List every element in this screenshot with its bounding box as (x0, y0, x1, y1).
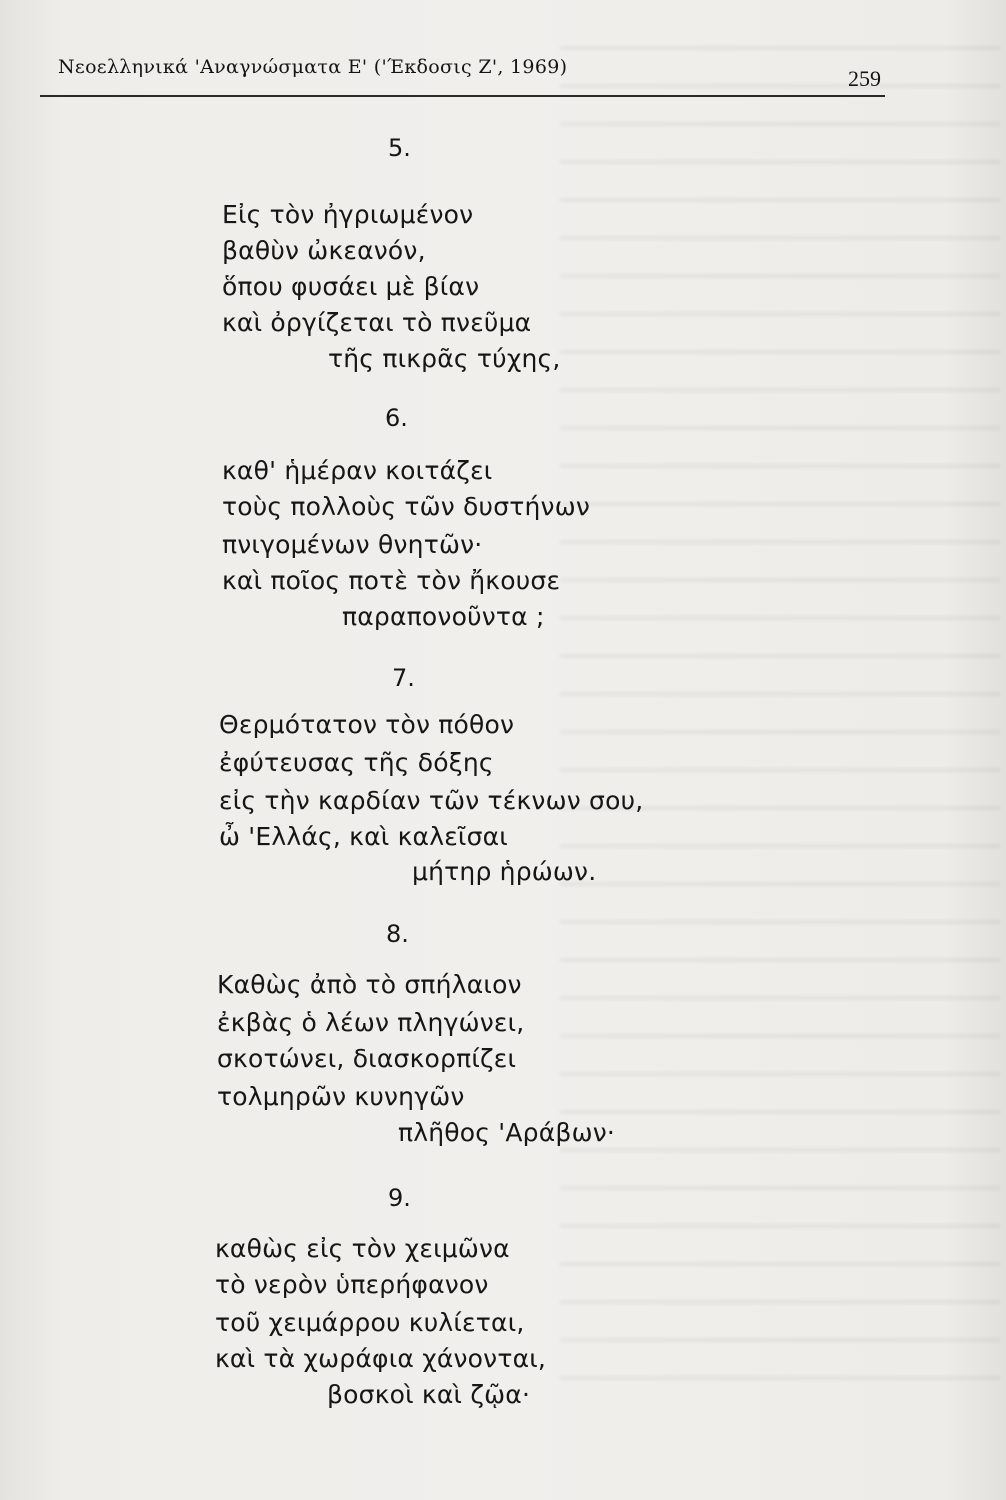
stanza-number: 9. (388, 1184, 411, 1212)
verse-line: Θερμότατον τὸν πόθον (219, 710, 515, 739)
verse-line: καὶ ὀργίζεται τὸ πνεῦμα (222, 308, 532, 337)
verse-line: Καθὼς ἀπὸ τὸ σπήλαιον (217, 970, 522, 999)
verse-line: καὶ τὰ χωράφια χάνονται, (215, 1344, 547, 1373)
running-header: Νεοελληνικά 'Αναγνώσματα Ε' ('Έκδοσις Ζ', 1969) (58, 56, 568, 78)
verse-line: Εἰς τὸν ἠγριωμένον (222, 200, 474, 229)
verse-line: ἐκβὰς ὁ λέων πληγώνει, (217, 1008, 525, 1037)
stanza-number: 7. (392, 664, 415, 692)
verse-line-indented: πλῆθος 'Αράβων· (398, 1118, 616, 1147)
verse-line: τοὺς πολλοὺς τῶν δυστήνων (222, 492, 591, 521)
verse-line: πνιγομένων θνητῶν· (222, 530, 483, 559)
verse-line: καὶ ποῖος ποτὲ τὸν ἤκουσε (222, 566, 561, 595)
verse-line: βαθὺν ὠκεανόν, (222, 236, 426, 265)
stanza-number: 6. (385, 404, 408, 432)
verse-line: καθ' ἡμέραν κοιτάζει (222, 456, 493, 485)
verse-line: ἐφύτευσας τῆς δόξης (219, 748, 494, 777)
verse-line-indented: βοσκοὶ καὶ ζῷα· (327, 1380, 531, 1409)
verse-line: εἰς τὴν καρδίαν τῶν τέκνων σου, (219, 786, 644, 815)
verse-line: τὸ νερὸν ὑπερήφανον (215, 1270, 489, 1299)
verse-line-indented: παραπονοῦντα ; (342, 602, 545, 631)
bleed-through-shadow (560, 20, 1000, 1400)
verse-line-indented: τῆς πικρᾶς τύχης, (328, 344, 561, 373)
stanza-number: 8. (386, 920, 409, 948)
verse-line: τολμηρῶν κυνηγῶν (217, 1082, 465, 1111)
header-rule (40, 95, 885, 97)
verse-line: ὅπου φυσάει μὲ βίαν (222, 272, 480, 301)
verse-line-indented: μήτηρ ἡρώων. (412, 857, 597, 886)
verse-line: ὦ 'Ελλάς, καὶ καλεῖσαι (219, 822, 508, 851)
stanza-number: 5. (388, 134, 411, 162)
page-number: 259 (848, 66, 881, 91)
verse-line: σκοτώνει, διασκορπίζει (217, 1044, 517, 1073)
verse-line: τοῦ χειμάρρου κυλίεται, (215, 1308, 525, 1337)
verse-line: καθὼς εἰς τὸν χειμῶνα (215, 1234, 510, 1263)
